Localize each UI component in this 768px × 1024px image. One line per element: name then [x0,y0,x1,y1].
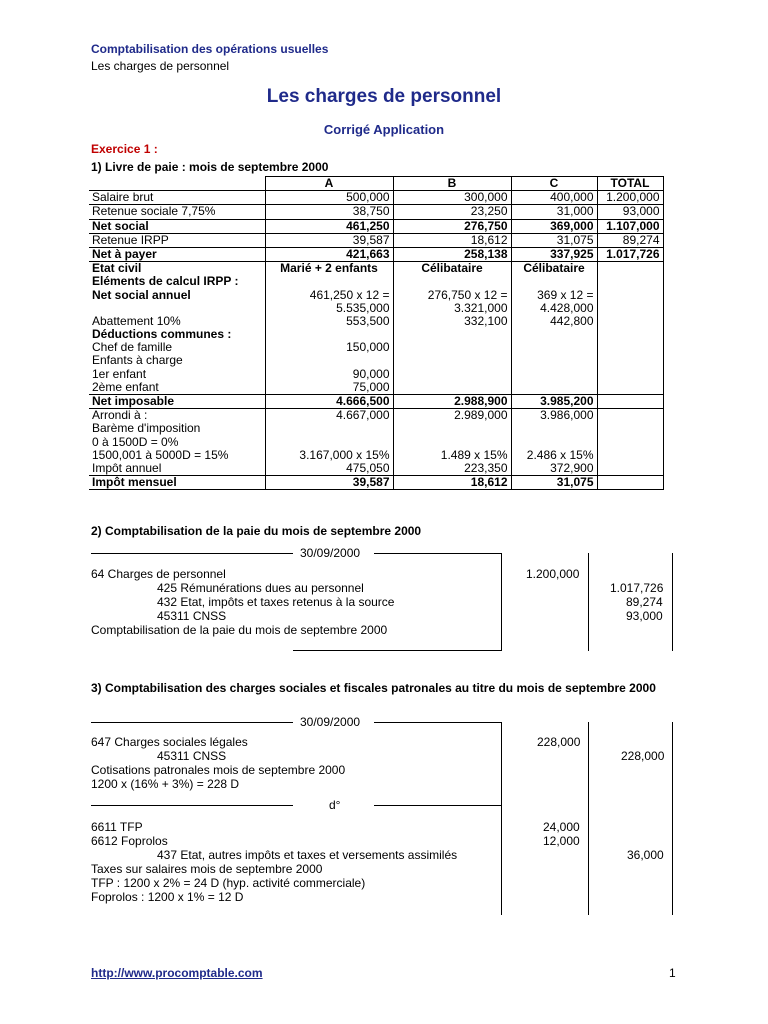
journal2-ditto: d° [329,798,341,812]
journal2-mid-left-line [91,805,293,806]
payroll-cell-c: 369,000 [511,219,597,233]
payroll-cell-t: 89,274 [597,233,663,247]
journal1-top-left-line [91,553,293,554]
journal2-debit-divider [588,722,589,915]
journal2-col-divider [501,722,502,915]
payroll-cell-c [511,328,597,341]
journal2-line: 6612 Foprolos [91,834,168,848]
payroll-row [89,368,663,381]
journal1-credit: 89,274 [626,595,663,609]
payroll-cell-a [265,436,393,449]
payroll-cell-b [393,422,511,435]
payroll-cell-c [511,381,597,395]
payroll-cell-b: 276,750 x 12 = [393,289,511,302]
payroll-cell-t [597,422,663,435]
payroll-cell-b: 2.989,000 [393,409,511,423]
payroll-label: Déductions communes : [92,328,232,342]
payroll-row [89,191,663,205]
payroll-header-a: A [265,177,393,191]
journal2-mid-right-line [374,805,502,806]
payroll-cell-b: 2.988,900 [393,395,511,409]
payroll-cell-a: 553,500 [265,315,393,328]
payroll-cell-t [597,395,663,409]
payroll-cell-c: 337,925 [511,247,597,261]
payroll-row [89,275,663,288]
payroll-row [89,422,663,435]
payroll-cell-b [393,354,511,367]
journal1-date: 30/09/2000 [300,546,361,560]
payroll-label: Arrondi à : [89,409,265,423]
payroll-label: Impôt mensuel [89,476,265,490]
payroll-label: Net social [89,219,265,233]
payroll-row [89,205,663,219]
payroll-cell-a: 4.666,500 [265,395,393,409]
payroll-cell-a: 5.535,000 [265,302,393,315]
payroll-cell-b [393,341,511,354]
payroll-cell-t [597,302,663,315]
payroll-label: Net social annuel [92,288,191,302]
journal1-credit-divider [672,553,673,651]
payroll-cell-a: 38,750 [265,205,393,219]
journal2-label: Cotisations patronales mois de septembre 2000 [91,763,346,777]
payroll-cell-c: Célibataire [511,262,597,276]
payroll-cell-b: 18,612 [393,476,511,490]
exercise-label: Exercice 1 : [91,142,158,156]
payroll-cell-c [511,422,597,435]
payroll-label: Chef de famille [92,341,173,355]
journal2-credit-divider [672,722,673,915]
payroll-label: Barème d'imposition [92,422,201,436]
payroll-cell-a: 4.667,000 [265,409,393,423]
payroll-row [89,315,663,328]
payroll-label: Retenue IRPP [89,233,265,247]
section-1-title: 1) Livre de paie : mois de septembre 2000 [91,160,329,174]
payroll-cell-b: 223,350 [393,462,511,476]
payroll-label: Net à payer [89,247,265,261]
payroll-header-total: TOTAL [597,177,663,191]
payroll-row [89,289,663,302]
payroll-cell-t [597,289,663,302]
payroll-header-row [89,177,663,191]
payroll-cell-c [511,354,597,367]
payroll-cell-a [265,275,393,288]
payroll-label: 1500,001 à 5000D = 15% [92,448,229,462]
payroll-cell-c: 3.985,200 [511,395,597,409]
payroll-row [89,247,663,261]
header-chapter: Les charges de personnel [91,59,230,73]
payroll-label: Salaire brut [89,191,265,205]
journal2-label: 1200 x (16% + 3%) = 228 D [91,777,240,791]
payroll-cell-c [511,436,597,449]
journal2-top-right-line [374,722,502,723]
payroll-label [89,302,265,315]
payroll-row [89,233,663,247]
payroll-label: Abattement 10% [92,314,181,328]
journal1-bottom-line [293,650,502,651]
journal1-line: 45311 CNSS [157,609,227,623]
payroll-cell-b [393,436,511,449]
payroll-label: Net imposable [89,395,265,409]
payroll-cell-c: 442,800 [511,315,597,328]
payroll-cell-a: 39,587 [265,476,393,490]
payroll-label: Etat civil [92,261,142,276]
payroll-cell-b: 18,612 [393,233,511,247]
payroll-row [89,449,663,462]
payroll-cell-t [597,328,663,341]
payroll-row [89,476,663,490]
payroll-label: Eléments de calcul IRPP : [92,275,239,289]
payroll-cell-c: 31,000 [511,205,597,219]
payroll-cell-t: 1.017,726 [597,247,663,261]
payroll-cell-t [597,476,663,490]
payroll-cell-b [393,328,511,341]
footer-link[interactable]: http://www.procomptable.com [91,966,263,980]
journal1-line: 432 Etat, impôts et taxes retenus à la source [157,595,395,609]
payroll-cell-b: 300,000 [393,191,511,205]
header-subject: Comptabilisation des opérations usuelles [91,42,329,56]
payroll-label: Enfants à charge [92,354,183,368]
payroll-cell-c: 369 x 12 = [511,289,597,302]
payroll-label: 2ème enfant [92,380,159,394]
section-2-title: 2) Comptabilisation de la paie du mois de septembre 2000 [91,524,422,538]
journal1-line: 64 Charges de personnel [91,567,226,581]
payroll-cell-c [511,341,597,354]
payroll-cell-t [597,368,663,381]
journal2-line: 6611 TFP [91,820,143,834]
journal1-col-divider [501,553,502,651]
payroll-cell-a [265,354,393,367]
payroll-cell-a: 75,000 [265,381,393,395]
payroll-cell-b: 332,100 [393,315,511,328]
journal1-top-right-line [374,553,502,554]
journal1-debit: 1.200,000 [526,567,580,581]
payroll-cell-b: 23,250 [393,205,511,219]
payroll-cell-t [597,449,663,462]
payroll-row [89,436,663,449]
payroll-cell-c [511,275,597,288]
payroll-cell-t [597,262,663,276]
journal2-label: TFP : 1200 x 2% = 24 D (hyp. activité commerciale) [91,876,366,890]
payroll-row [89,302,663,315]
journal2-label: Taxes sur salaires mois de septembre 2000 [91,862,323,876]
page-number: 1 [669,966,676,980]
payroll-row [89,328,663,341]
payroll-cell-a: 475,050 [265,462,393,476]
journal2-debit: 228,000 [537,735,581,749]
page-subtitle: Corrigé Application [323,122,445,137]
payroll-label: Retenue sociale 7,75% [89,205,265,219]
journal2-line: 647 Charges sociales légales [91,735,248,749]
payroll-cell-a: 90,000 [265,368,393,381]
payroll-row [89,262,663,276]
journal1-credit: 93,000 [626,609,663,623]
payroll-cell-a: 39,587 [265,233,393,247]
payroll-cell-t: 1.200,000 [597,191,663,205]
journal2-top-left-line [91,722,293,723]
payroll-label: Impôt annuel [92,461,162,475]
payroll-cell-c: 2.486 x 15% [511,449,597,462]
payroll-cell-a: 461,250 [265,219,393,233]
payroll-cell-c: 31,075 [511,233,597,247]
payroll-cell-b [393,368,511,381]
payroll-cell-c: 4.428,000 [511,302,597,315]
payroll-label: 1er enfant [92,367,147,381]
payroll-row [89,462,663,476]
section-3-title: 3) Comptabilisation des charges sociales et fiscales patronales au titre du mois de septembre 2000 [91,681,656,695]
journal2-line: 45311 CNSS [157,749,227,763]
payroll-row [89,381,663,395]
payroll-cell-b: Célibataire [393,262,511,276]
payroll-table [89,176,664,490]
payroll-cell-t [597,381,663,395]
payroll-row [89,341,663,354]
payroll-cell-t [597,354,663,367]
payroll-cell-a: 421,663 [265,247,393,261]
payroll-cell-a: 461,250 x 12 = [265,289,393,302]
payroll-cell-t [597,409,663,423]
payroll-header-b: B [393,177,511,191]
payroll-cell-t: 1.107,000 [597,219,663,233]
journal1-label: Comptabilisation de la paie du mois de septembre 2000 [91,623,388,637]
journal2-date: 30/09/2000 [300,715,361,729]
journal1-line: 425 Rémunérations dues au personnel [157,581,364,595]
payroll-cell-a: 150,000 [265,341,393,354]
payroll-cell-b: 258,138 [393,247,511,261]
payroll-cell-c [511,368,597,381]
payroll-cell-c: 372,900 [511,462,597,476]
payroll-cell-a [265,422,393,435]
page-title: Les charges de personnel [266,86,502,107]
payroll-row [89,395,663,409]
payroll-cell-a: 500,000 [265,191,393,205]
payroll-cell-b: 3.321,000 [393,302,511,315]
payroll-label: 0 à 1500D = 0% [92,435,179,449]
journal1-credit: 1.017,726 [610,581,664,595]
journal1-debit-divider [588,553,589,651]
payroll-cell-t [597,315,663,328]
payroll-cell-b [393,275,511,288]
payroll-cell-t: 93,000 [597,205,663,219]
payroll-cell-a: Marié + 2 enfants [265,262,393,276]
payroll-row [89,354,663,367]
payroll-row [89,409,663,423]
journal2-credit: 228,000 [621,749,665,763]
payroll-cell-t [597,341,663,354]
payroll-cell-b: 1.489 x 15% [393,449,511,462]
payroll-cell-a [265,328,393,341]
payroll-cell-a: 3.167,000 x 15% [265,449,393,462]
payroll-cell-t [597,275,663,288]
payroll-cell-t [597,462,663,476]
payroll-header-blank [89,177,265,191]
payroll-cell-c: 31,075 [511,476,597,490]
payroll-cell-c: 3.986,000 [511,409,597,423]
journal2-line: 437 Etat, autres impôts et taxes et versements assimilés [157,848,458,862]
payroll-cell-b [393,381,511,395]
journal2-debit: 24,000 [543,820,580,834]
payroll-cell-c: 400,000 [511,191,597,205]
journal2-credit: 36,000 [627,848,664,862]
payroll-header-c: C [511,177,597,191]
journal2-debit: 12,000 [543,834,580,848]
payroll-cell-b: 276,750 [393,219,511,233]
payroll-row [89,219,663,233]
payroll-cell-t [597,436,663,449]
journal2-label: Foprolos : 1200 x 1% = 12 D [91,890,244,904]
